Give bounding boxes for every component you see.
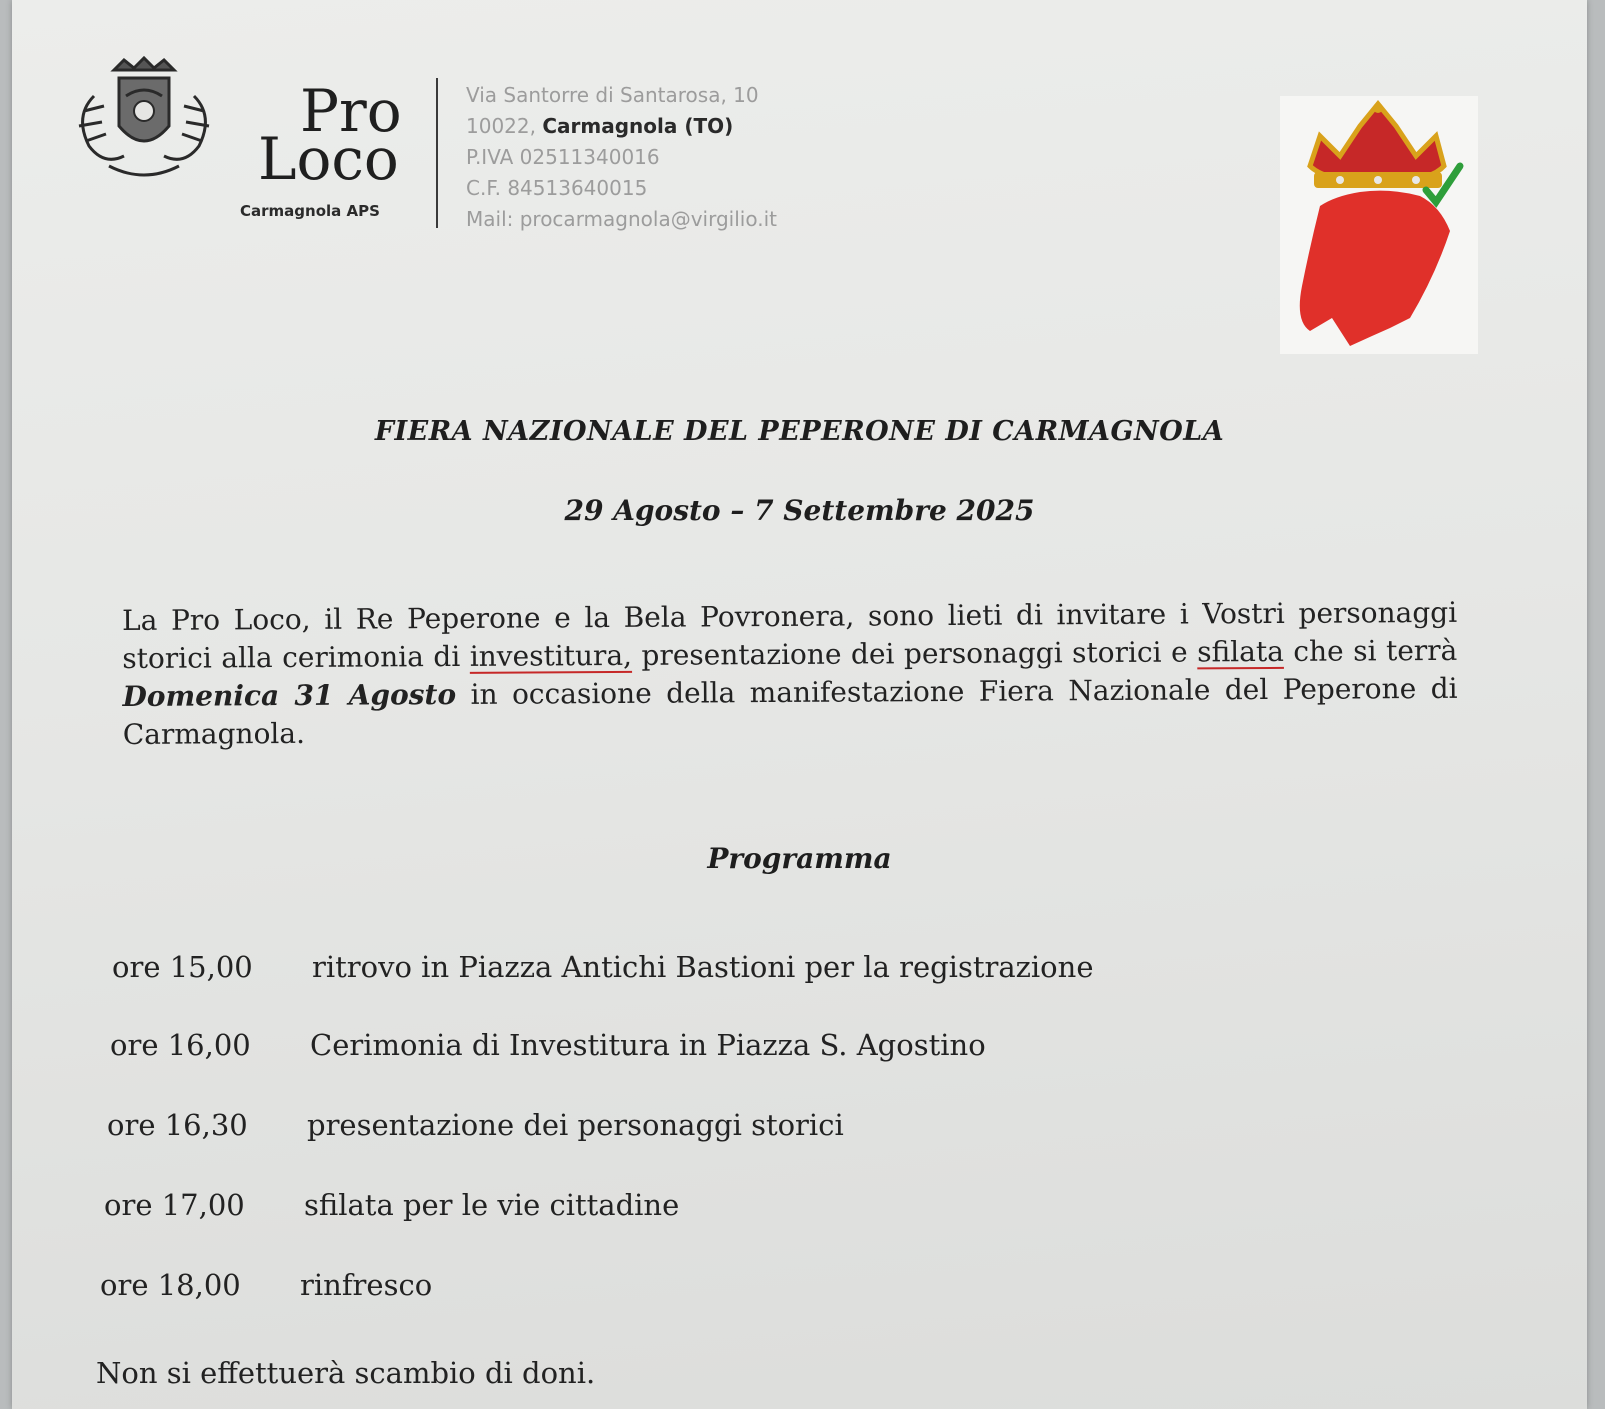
invitation-paragraph [122,594,1458,754]
invitation-underlined-investitura: investitura, [469,638,633,673]
invitation-event-date: Domenica 31 Agosto [122,677,457,713]
program-activity: presentazione dei personaggi storici [307,1108,844,1142]
program-item [100,1268,432,1302]
address-block [466,80,777,235]
invitation-text-3: che si terrà [1283,633,1458,668]
logo-loco: Loco [258,125,399,193]
program-time: ore 18,00 [100,1268,241,1302]
program-item [107,1108,844,1142]
program-time: ore 16,00 [110,1028,251,1062]
program-time: ore 15,00 [112,950,253,984]
address-cf: C.F. 84513640015 [466,176,648,200]
document-sheet [12,0,1587,1409]
program-activity: ritrovo in Piazza Antichi Bastioni per la registrazione [312,950,1094,984]
invitation-text-1: La Pro Loco, il Re Peperone e la Bela Povronera, sono lieti di invitare i Vostri personaggi storici alla cerimonia di [122,595,1458,675]
header-divider [436,78,438,228]
invitation-text-4: in occasione della manifestazione Fiera Nazionale del Peperone di Carmagnola. [122,671,1458,751]
invitation-text-2: presentazione dei personaggi storici e [631,635,1198,672]
address-piva: P.IVA 02511340016 [466,145,660,169]
program-time: ore 17,00 [104,1188,245,1222]
address-city: Carmagnola (TO) [542,114,734,138]
crowned-pepper-icon [1280,96,1478,354]
program-item [104,1188,679,1222]
event-title: FIERA NAZIONALE DEL PEPERONE DI CARMAGNOLA [374,416,1225,447]
invitation-underlined-sfilata: sfilata [1197,634,1284,669]
logo-subtitle: Carmagnola APS [240,202,380,220]
program-activity: sfilata per le vie cittadine [304,1188,680,1222]
address-zip: 10022, [466,114,536,138]
footer-note: Non si effettuerà scambio di doni. [96,1356,596,1390]
carmagnola-crest-icon [64,56,224,186]
program-activity: rinfresco [300,1268,433,1302]
address-mail: Mail: procarmagnola@virgilio.it [466,207,777,231]
program-time: ore 16,30 [107,1108,248,1142]
program-activity: Cerimonia di Investitura in Piazza S. Agostino [310,1028,986,1062]
logo-pro: Pro [300,77,402,145]
program-item [110,1028,986,1062]
address-city-line [466,111,777,142]
event-dates: 29 Agosto – 7 Settembre 2025 [564,494,1035,527]
address-street: Via Santorre di Santarosa, 10 [466,83,759,107]
pepper-king-logo [1280,96,1478,354]
program-item [112,950,1094,984]
program-title: Programma [707,842,892,875]
